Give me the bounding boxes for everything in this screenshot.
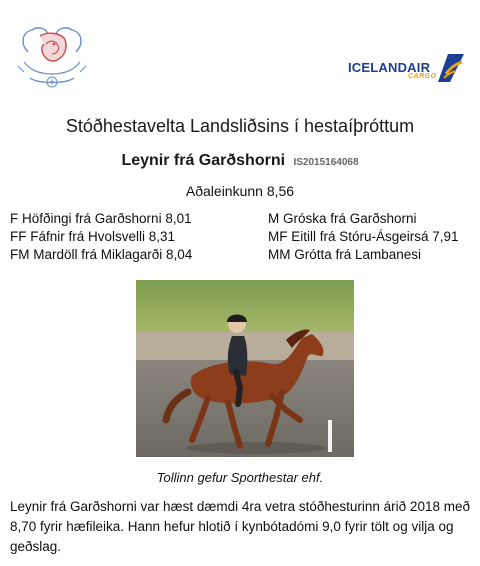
association-emblem-icon (10, 22, 94, 90)
horse-name: Leynir frá Garðshorni (121, 152, 286, 169)
pedigree-dam-side (268, 210, 459, 264)
photo-caption: Tollinn gefur Sporthestar ehf. (156, 470, 324, 485)
horse-rider-photo (136, 280, 354, 457)
description-paragraph: Leynir frá Garðshorni var hæst dæmdi 4ra vetra stóðhesturinn árið 2018 með 8,70 fyrir hæfileika. Hann hefur hlotið í kynbótadómi 9,0 fyrir tölt og vilja og geðslag. (10, 499, 470, 554)
pedigree-sire: F Höfðingi frá Garðshorni 8,01 (10, 211, 192, 226)
airline-tail-icon (434, 52, 466, 82)
icelandair-cargo-logo (348, 52, 466, 82)
horse-heading (0, 152, 480, 170)
pedigree-dam-sire: MF Eitill frá Stóru-Ásgeirsá 7,91 (268, 229, 459, 244)
main-score: Aðaleinkunn 8,56 (185, 183, 295, 199)
page-title: Stóðhestavelta Landsliðsins í hestaíþróttum (65, 116, 415, 136)
pedigree-dam: M Gróska frá Garðshorni (268, 211, 417, 226)
pedigree-sire-sire: FF Fáfnir frá Hvolsvelli 8,31 (10, 229, 176, 244)
pedigree-sire-side (10, 210, 192, 264)
pedigree-dam-dam: MM Grótta frá Lambanesi (268, 247, 422, 262)
brand-name: ICELANDAIR (348, 60, 431, 75)
brand-sub: CARGO (408, 73, 437, 80)
pedigree-sire-dam: FM Mardöll frá Miklagarði 8,04 (10, 247, 193, 262)
horse-id: IS2015164068 (293, 157, 359, 168)
